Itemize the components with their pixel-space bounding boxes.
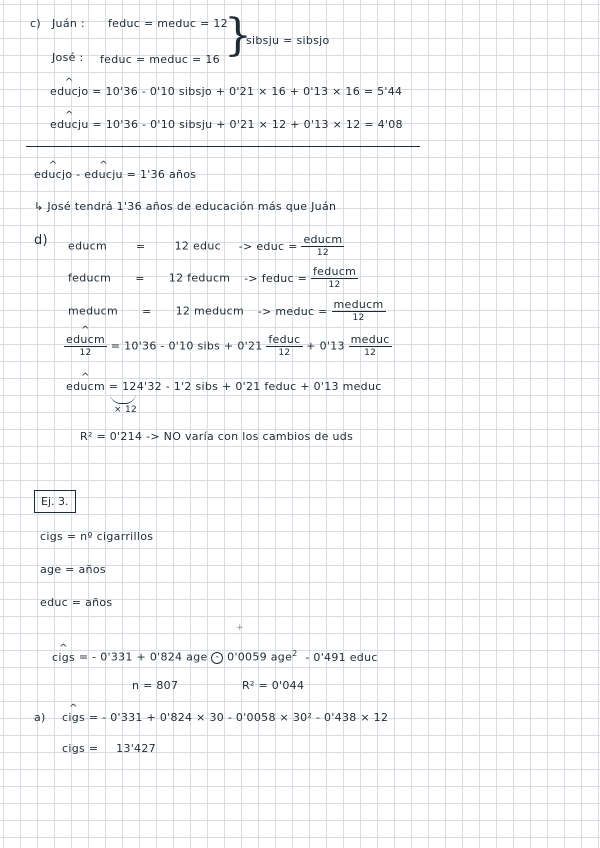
definition-age: age = años <box>40 563 106 576</box>
educm-row: educm = 12 educ -> educ = $\frac{\text{educm}}{12}$ <box>68 233 343 258</box>
jose-equation: feduc = meduc = 16 <box>100 53 220 66</box>
juan-name: Juán : <box>52 17 85 30</box>
scaled-model-equation: ^ $\frac{\text{educm}}{12}$ = 10'36 - 0'10 sibs + 0'21 $\frac{\text{feduc}}{12}$ + 0'13 $\frac{\text{meduc}}{12}$ <box>64 334 392 359</box>
curly-brace-icon: } <box>224 10 252 61</box>
stray-mark-icon: + <box>236 623 244 633</box>
cigs-model-equation: ^ cigs = - 0'331 + 0'824 age - 0'0059 age$^2$ - 0'491 educ <box>52 647 378 665</box>
definition-educ: educ = años <box>40 596 113 609</box>
jose-name: José : <box>52 51 84 64</box>
feducm-row: feducm = 12 feducm -> feduc = $\frac{\text{feducm}}{12}$ <box>68 265 357 290</box>
part-a-label: a) <box>34 711 46 724</box>
educjo-equation: ^ educjo = 10'36 - 0'10 sibsjo + 0'21 × 16 + 0'13 × 16 = 5'44 <box>50 85 402 99</box>
juan-equation: feduc = meduc = 12 <box>108 17 228 30</box>
meducm-row: meducm = 12 meducm -> meduc = $\frac{\text{meducm}}{12}$ <box>68 298 384 323</box>
part-c-label: c) <box>30 17 41 30</box>
part-d-label: d) <box>34 233 48 248</box>
model-r-squared: R² = 0'044 <box>242 679 305 692</box>
conclusion-text: ↳ José tendrá 1'36 años de educación más que Juán <box>34 200 337 213</box>
section-divider <box>26 146 420 147</box>
exercise-title: Ej. 3. <box>34 490 76 513</box>
r-squared-note: R² = 0'214 -> NO varía con los cambios de uds <box>80 430 354 443</box>
cigs-result: cigs = 13'427 <box>62 742 156 755</box>
scale-note: × 12 <box>114 405 138 415</box>
educju-equation: ^ educju = 10'36 - 0'10 sibsju + 0'21 × 12 + 0'13 × 12 = 4'08 <box>50 118 403 132</box>
sibs-equality: sibsju = sibsjo <box>246 34 330 47</box>
cigs-prediction: ^ cigs = - 0'331 + 0'824 × 30 - 0'0058 × 30² - 0'438 × 12 <box>62 711 388 725</box>
difference-equation: ^ educjo - ^ educju = 1'36 años <box>34 168 196 182</box>
sample-size: n = 807 <box>132 679 179 692</box>
definition-cigs: cigs = nº cigarrillos <box>40 530 154 543</box>
rescaled-result: ^ educm = 124'32 - 1'2 sibs + 0'21 feduc + 0'13 meduc <box>66 380 382 394</box>
